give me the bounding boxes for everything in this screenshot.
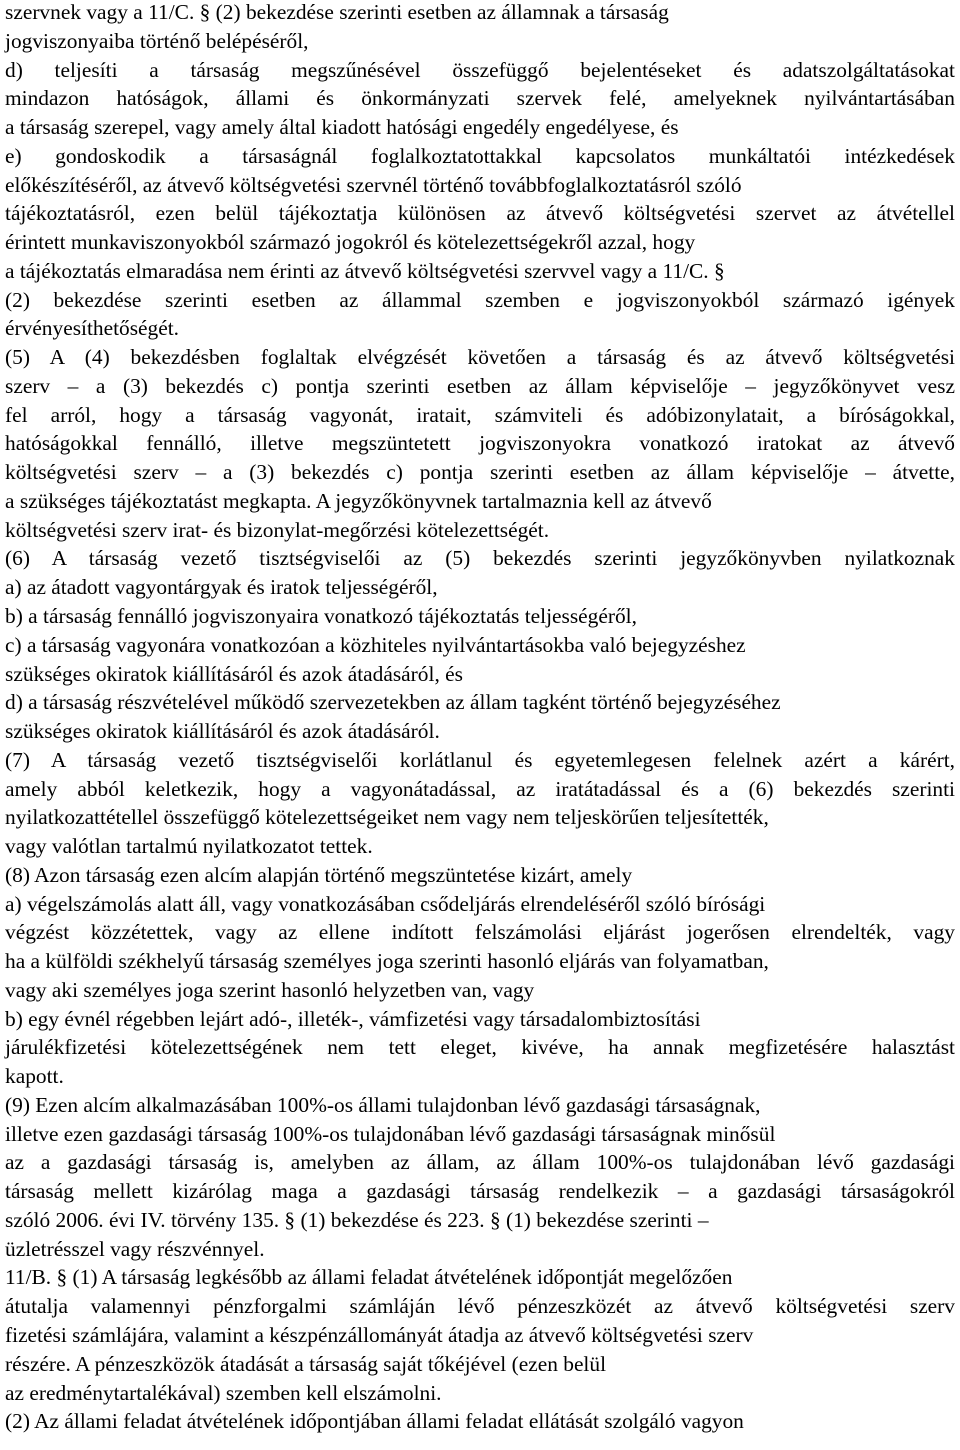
text-line: érintett munkaviszonyokból származó jogokról és kötelezettségekről azzal, hogy: [5, 230, 696, 255]
text-line: illetve ezen gazdasági társaság 100%-os tulajdonában lévő gazdasági társaságnak minősül: [5, 1121, 776, 1146]
text-line: mindazon hatóságok, állami és önkormányzati szervek felé, amelyeknek nyilvántartásában: [5, 86, 955, 111]
text-line: d) teljesíti a társaság megszűnésével összefüggő bejelentéseket és adatszolgáltatásokat: [5, 57, 955, 82]
text-line: az a gazdasági társaság is, amelyben az állam, az állam 100%-os tulajdonában lévő gazdasági: [5, 1150, 955, 1175]
text-line: társaság mellett kizárólag maga a gazdasági társaság rendelkezik – a gazdasági társaságokról: [5, 1179, 955, 1204]
text-line: ha a külföldi székhelyű társaság személyes joga szerinti hasonló eljárás van folyamatban,: [5, 949, 769, 974]
text-line: vagy aki személyes joga szerint hasonló helyzetben van, vagy: [5, 977, 535, 1002]
text-line: 11/B. § (1) A társaság legkésőbb az állami feladat átvételének időpontját megelőzően: [5, 1265, 733, 1290]
text-line: a) végelszámolás alatt áll, vagy vonatkozásában csődeljárás elrendeléséről szóló bírósági: [5, 891, 766, 916]
text-line: a társaság szerepel, vagy amely által kiadott hatósági engedély engedélyese, és: [5, 115, 679, 139]
text-line: (6) A társaság vezető tisztségviselői az (5) bekezdés szerinti jegyzőkönyvben nyilatkoznak: [5, 546, 955, 571]
text-line: b) egy évnél régebben lejárt adó-, illeték-, vámfizetési vagy társadalombiztosítási: [5, 1006, 701, 1031]
text-line: kapott.: [5, 1064, 64, 1089]
text-line: c) a társaság vagyonára vonatkozóan a közhiteles nyilvántartásokba való bejegyzéshez: [5, 632, 746, 657]
text-line: jogviszonyaiba történő belépéséről,: [5, 28, 309, 53]
text-line: (9) Ezen alcím alkalmazásában 100%-os állami tulajdonban lévő gazdasági társaságnak,: [5, 1092, 761, 1117]
text-line: a szükséges tájékoztatást megkapta. A jegyzőkönyvnek tartalmaznia kell az átvevő: [5, 488, 712, 513]
text-line: a tájékoztatás elmaradása nem érinti az átvevő költségvetési szervvel vagy a 11/C. §: [5, 258, 725, 283]
text-line: átutalja valamennyi pénzforgalmi számláján lévő pénzeszközét az átvevő költségvetési szerv: [5, 1294, 955, 1319]
text-line: költségvetési szerv irat- és bizonylat-megőrzési kötelezettségét.: [5, 517, 550, 542]
text-line: fel arról, hogy a társaság vagyonát, iratait, számviteli és adóbizonylatait, a bíróságokkal,: [5, 402, 955, 427]
text-line: (7) A társaság vezető tisztségviselői korlátlanul és egyetemlegesen felelnek azért a kárért,: [5, 747, 955, 772]
text-line: amely abból keletkezik, hogy a vagyonátadással, az iratátadással és a (6) bekezdés szerinti: [5, 776, 955, 801]
text-line: a) az átadott vagyontárgyak és iratok teljességéről,: [5, 575, 438, 600]
text-line: fizetési számlájára, valamint a készpénzállományát átadja az átvevő költségvetési szerv: [5, 1323, 754, 1347]
text-line: szükséges okiratok kiállításáról és azok átadásáról.: [5, 719, 440, 743]
text-line: b) a társaság fennálló jogviszonyaira vonatkozó tájékoztatás teljességéről,: [5, 604, 637, 628]
text-line: (2) bekezdése szerinti esetben az állammal szemben e jogviszonyokból származó igények: [5, 287, 955, 312]
text-line: (8) Azon társaság ezen alcím alapján történő megszüntetése kizárt, amely: [5, 862, 633, 887]
text-line: szervnek vagy a 11/C. § (2) bekezdése szerinti esetben az államnak a társaság: [5, 0, 669, 24]
text-line: nyilatkozattétellel összefüggő kötelezettségeiket nem vagy nem teljeskörűen teljesítették,: [5, 805, 769, 830]
text-line: végzést közzétettek, vagy az ellene indított felszámolási eljárást jogerősen elrendelték, vagy: [5, 920, 955, 945]
text-line: költségvetési szerv – a (3) bekezdés c) pontja szerinti esetben az állam képviselője – átvette,: [5, 460, 955, 485]
text-line: szerv – a (3) bekezdés c) pontja szerinti esetben az állam képviselője – jegyzőkönyvet vesz: [5, 373, 955, 398]
text-line: az eredménytartalékával) szemben kell elszámolni.: [5, 1380, 442, 1405]
text-line: szóló 2006. évi IV. törvény 135. § (1) bekezdése és 223. § (1) bekezdése szerinti –: [5, 1207, 709, 1232]
text-line: tájékoztatásról, ezen belül tájékoztatja különösen az átvevő költségvetési szervet az átvétellel: [5, 201, 955, 226]
text-line: vagy valótlan tartalmú nyilatkozatot tettek.: [5, 834, 373, 858]
text-line: (5) A (4) bekezdésben foglaltak elvégzését követően a társaság és az átvevő költségvetési: [5, 345, 955, 370]
text-line: részére. A pénzeszközök átadását a társaság saját tőkéjével (ezen belül: [5, 1351, 607, 1376]
text-line: előkészítéséről, az átvevő költségvetési szervnél történő továbbfoglalkoztatásról szóló: [5, 172, 742, 197]
text-line: (2) Az állami feladat átvételének időpontjában állami feladat ellátását szolgáló vagyon: [5, 1409, 744, 1434]
text-line: üzletrésszel vagy részvénnyel.: [5, 1236, 265, 1261]
text-line: érvényesíthetőségét.: [5, 316, 180, 341]
text-line: d) a társaság részvételével működő szervezetekben az állam tagként történő bejegyzéséhez: [5, 690, 781, 715]
text-line: e) gondoskodik a társaságnál foglalkoztatottakkal kapcsolatos munkáltatói intézkedések: [5, 143, 955, 168]
text-line: járulékfizetési kötelezettségének nem tett eleget, kivéve, ha annak megfizetésére halasztást: [5, 1035, 955, 1060]
text-line: hatóságokkal fennálló, illetve megszüntetett jogviszonyokra vonatkozó iratokat az átvevő: [5, 431, 955, 456]
text-line: szükséges okiratok kiállításáról és azok átadásáról, és: [5, 661, 463, 686]
